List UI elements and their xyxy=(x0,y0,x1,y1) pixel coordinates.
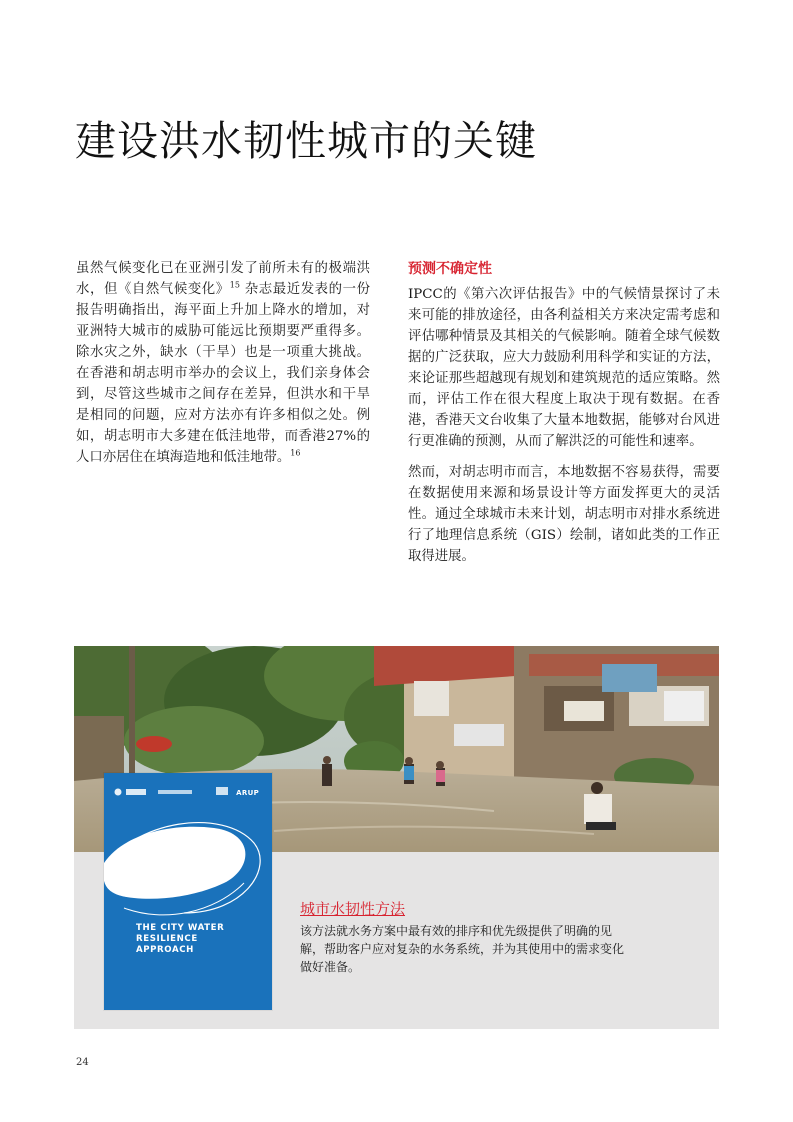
report-cover[interactable] xyxy=(104,773,272,1010)
uncertainty-paragraph-1: IPCC的《第六次评估报告》中的气候情景探讨了未来可能的排放途径，由各利益相关方来决定需考虑和评估哪种情景及其相关的气候影响。随着全球气候数据的广泛获取，应大力鼓励利用科学和实证的方法，来论证那些超越现有规划和建筑规范的适应策略。然而，评估工作在很大程度上取决于现有数据。在香港，香港天文台收集了大量本地数据，能够对台风进行更准确的预测，从而了解洪泛的可能性和速率。 xyxy=(408,287,720,449)
uncertainty-paragraph-2: 然而，对胡志明市而言，本地数据不容易获得，需要在数据使用来源和场景设计等方面发挥更大的灵活性。通过全球城市未来计划，胡志明市对排水系统进行了地理信息系统（GIS）绘制，诸如此类的工作正取得进展。 xyxy=(408,465,720,564)
page-title: 建设洪水韧性城市的关键 xyxy=(75,117,537,165)
footnote-ref-16[interactable]: 16 xyxy=(290,448,301,458)
cover-title-line: APPROACH xyxy=(136,945,194,955)
water-resilience-link[interactable]: 城市水韧性方法 xyxy=(300,900,406,918)
cover-title-line: RESILIENCE xyxy=(136,934,198,944)
cover-title xyxy=(136,923,224,956)
uncertainty-column xyxy=(408,258,720,567)
section-heading: 预测不确定性 xyxy=(408,261,492,277)
intro-text-part-2: 杂志最近发表的一份报告明确指出，海平面上升加上降水的增加，对亚洲特大城市的威胁可能远比预期要严重得多。除水灾之外，缺水（干旱）也是一项重大挑战。在香港和胡志明市举办的会议上，我们亲身体会到，尽管这些城市之间存在差异，但洪水和干旱是相同的问题，应对方法亦有许多相似之处。例如，胡志明市大多建在低洼地带，而香港27%的人口亦居住在填海造地和低洼地带。 xyxy=(76,282,370,465)
cover-title-line: THE CITY WATER xyxy=(136,923,225,933)
callout-description: 该方法就水务方案中最有效的排序和优先级提供了明确的见解，帮助客户应对复杂的水务系统，并为其使用中的需求变化做好准备。 xyxy=(300,924,625,974)
arup-logo: ARUP xyxy=(236,789,259,797)
intro-paragraph xyxy=(76,258,370,468)
cover-wave-graphic xyxy=(104,773,272,1010)
intro-column xyxy=(76,258,370,468)
intro-text-part-1: 虽然气候变化已在亚洲引发了前所未有的极端洪水，但《自然气候变化》 xyxy=(76,261,370,297)
page-number: 24 xyxy=(76,1057,89,1068)
footnote-ref-15[interactable]: 15 xyxy=(229,280,240,290)
